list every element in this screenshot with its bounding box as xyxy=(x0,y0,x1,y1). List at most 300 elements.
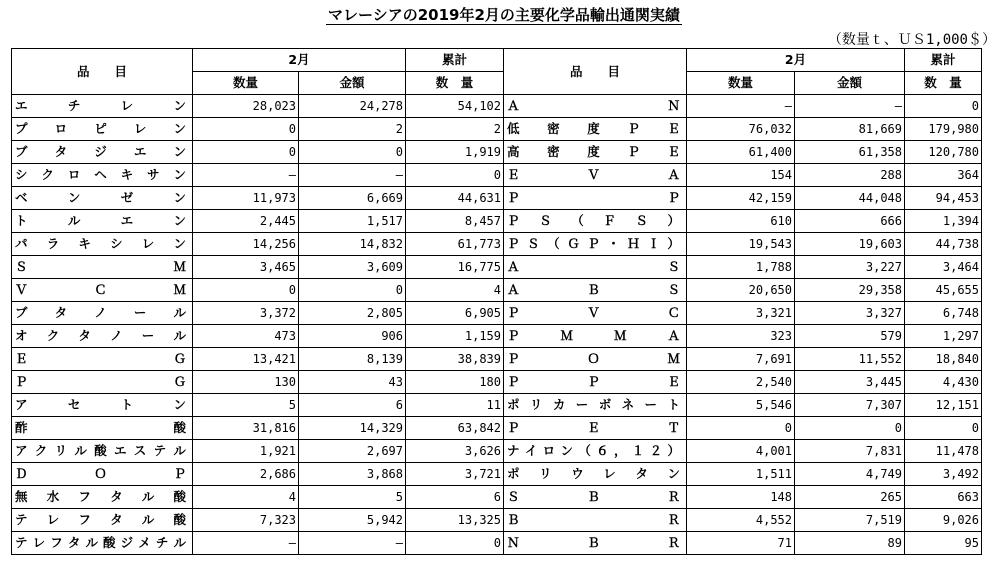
item-char: ン xyxy=(173,190,186,205)
item-char: Ｅ xyxy=(587,420,600,435)
item-char: Ａ xyxy=(507,98,520,113)
item-char: チ xyxy=(67,98,81,113)
amount-right: 7,307 xyxy=(795,394,905,417)
qty-right: 5,546 xyxy=(687,394,795,417)
item-name-left-text xyxy=(15,141,186,163)
item-char: 酸 xyxy=(173,489,186,504)
item-char: ト xyxy=(120,397,134,412)
item-name-right-text xyxy=(507,532,680,554)
item-name-left xyxy=(12,463,193,486)
item-name-left-text xyxy=(15,532,186,554)
qty-right: 4,001 xyxy=(687,440,795,463)
item-name-right xyxy=(504,302,687,325)
item-char: Ｅ xyxy=(15,351,28,366)
item-char: 酢 xyxy=(15,420,28,435)
item-char: Ｐ xyxy=(667,190,680,205)
amount-right: 579 xyxy=(795,325,905,348)
item-char: ジ xyxy=(94,144,107,159)
item-char: Ｓ xyxy=(527,236,540,251)
table-row xyxy=(12,279,982,302)
item-char: Ｐ xyxy=(507,351,520,366)
item-char: Ｏ xyxy=(587,351,600,366)
item-char: ロ xyxy=(67,167,81,182)
amount-left: 2 xyxy=(299,118,406,141)
item-name-right-text xyxy=(507,325,680,347)
item-char: ル xyxy=(173,535,186,550)
amount-right: 81,669 xyxy=(795,118,905,141)
item-char: Ａ xyxy=(507,282,520,297)
amount-right: 89 xyxy=(795,532,905,555)
header-cum-qty-right: 数 量 xyxy=(905,72,982,95)
item-name-right xyxy=(504,325,687,348)
item-name-right-text xyxy=(507,417,680,439)
item-char: ゼ xyxy=(120,190,134,205)
amount-left: — xyxy=(299,164,406,187)
item-char: レ xyxy=(141,236,155,251)
item-char: ン xyxy=(173,167,186,182)
item-name-right-text xyxy=(507,463,680,485)
item-name-left-text xyxy=(15,486,186,508)
amount-left: 6,669 xyxy=(299,187,406,210)
item-char: キ xyxy=(78,236,91,251)
cum-left: 1,159 xyxy=(406,325,504,348)
item-char: Ｐ xyxy=(587,236,600,251)
qty-left: 4 xyxy=(193,486,299,509)
item-name-right-text xyxy=(507,210,680,232)
cum-right: 44,738 xyxy=(905,233,982,256)
export-table xyxy=(11,48,982,555)
item-char: Ｂ xyxy=(587,282,600,297)
item-char: Ａ xyxy=(507,259,520,274)
amount-right: 19,603 xyxy=(795,233,905,256)
item-name-right-text xyxy=(507,187,680,209)
amount-right: 29,358 xyxy=(795,279,905,302)
item-name-left xyxy=(12,302,193,325)
cum-right: 3,492 xyxy=(905,463,982,486)
cum-left: 63,842 xyxy=(406,417,504,440)
qty-right: — xyxy=(687,95,795,118)
item-name-left-text xyxy=(15,463,186,485)
item-name-right-text xyxy=(507,279,680,301)
item-name-right-text xyxy=(507,371,680,393)
qty-left: 5 xyxy=(193,394,299,417)
qty-right: 2,540 xyxy=(687,371,795,394)
qty-right: 1,511 xyxy=(687,463,795,486)
item-name-left xyxy=(12,348,193,371)
item-name-right-text xyxy=(507,509,680,531)
item-char: ６ xyxy=(596,443,609,458)
page-title: マレーシアの2019年2月の主要化学品輸出通関実績 xyxy=(328,6,680,24)
item-name-left-text xyxy=(15,95,186,117)
header-cum-qty-left: 数 量 xyxy=(406,72,504,95)
table-row xyxy=(12,463,982,486)
item-name-left-text xyxy=(15,371,186,393)
item-char: 酸 xyxy=(94,443,107,458)
qty-left: 2,686 xyxy=(193,463,299,486)
cum-left: 38,839 xyxy=(406,348,504,371)
amount-left: 5,942 xyxy=(299,509,406,532)
qty-right: 76,032 xyxy=(687,118,795,141)
item-name-right xyxy=(504,463,687,486)
item-char: エ xyxy=(113,443,127,458)
amount-right: 666 xyxy=(795,210,905,233)
item-char: 高 xyxy=(507,144,520,159)
header-month-right: 2月 xyxy=(687,49,905,72)
cum-left: 6,905 xyxy=(406,302,504,325)
item-name-left xyxy=(12,233,193,256)
cum-right: 6,748 xyxy=(905,302,982,325)
item-char: エ xyxy=(120,213,134,228)
amount-left: 14,329 xyxy=(299,417,406,440)
item-name-left xyxy=(12,187,193,210)
item-char: Ｖ xyxy=(15,282,28,297)
item-char: レ xyxy=(603,466,616,481)
table-row xyxy=(12,187,982,210)
item-char: Ｐ xyxy=(627,121,640,136)
item-char: 密 xyxy=(547,144,560,159)
item-char: Ｄ xyxy=(15,466,28,481)
item-char: ） xyxy=(667,443,680,458)
item-char: Ｅ xyxy=(667,374,680,389)
header-cumulative-right: 累計 xyxy=(905,49,982,72)
table-row xyxy=(12,210,982,233)
cum-right: 95 xyxy=(905,532,982,555)
item-char: フ xyxy=(50,535,63,550)
item-name-right xyxy=(504,348,687,371)
item-name-left xyxy=(12,118,193,141)
cum-right: 3,464 xyxy=(905,256,982,279)
qty-right: 42,159 xyxy=(687,187,795,210)
table-row xyxy=(12,371,982,394)
item-name-right xyxy=(504,210,687,233)
item-char: プ xyxy=(15,121,28,136)
item-char: ロ xyxy=(542,443,556,458)
item-char: 低 xyxy=(507,121,520,136)
item-char: 水 xyxy=(46,489,60,504)
item-name-left xyxy=(12,532,193,555)
item-name-left-text xyxy=(15,210,186,232)
item-name-right-text xyxy=(507,256,680,278)
item-char: 度 xyxy=(587,121,600,136)
item-char: Ｇ xyxy=(173,374,186,389)
item-char: ル xyxy=(173,328,186,343)
cum-left: 4 xyxy=(406,279,504,302)
item-name-left xyxy=(12,95,193,118)
header-amount-right: 金額 xyxy=(795,72,905,95)
item-char: イ xyxy=(524,443,538,458)
item-char: Ｓ xyxy=(635,213,648,228)
item-char: ブ xyxy=(15,305,28,320)
qty-left: 28,023 xyxy=(193,95,299,118)
item-char: フ xyxy=(78,489,91,504)
item-char: Ｓ xyxy=(507,489,520,504)
item-char: ー xyxy=(141,328,155,343)
qty-left: — xyxy=(193,164,299,187)
amount-right: 11,552 xyxy=(795,348,905,371)
item-char: Ｖ xyxy=(587,305,600,320)
item-name-left xyxy=(12,417,193,440)
item-name-right xyxy=(504,279,687,302)
item-name-left xyxy=(12,164,193,187)
item-char: Ｐ xyxy=(507,420,520,435)
table-row xyxy=(12,233,982,256)
amount-left: 14,832 xyxy=(299,233,406,256)
item-name-right-text xyxy=(507,118,680,140)
item-char: ー xyxy=(133,305,147,320)
table-row xyxy=(12,348,982,371)
item-char: シ xyxy=(110,236,123,251)
cum-left: 54,102 xyxy=(406,95,504,118)
amount-left: 0 xyxy=(299,279,406,302)
amount-right: — xyxy=(795,95,905,118)
item-char: １ xyxy=(631,443,645,458)
item-name-left-text xyxy=(15,394,186,416)
item-char: ン xyxy=(173,236,186,251)
item-name-left xyxy=(12,371,193,394)
cum-right: 1,394 xyxy=(905,210,982,233)
header-qty-right: 数量 xyxy=(687,72,795,95)
cum-left: 16,775 xyxy=(406,256,504,279)
qty-left: 31,816 xyxy=(193,417,299,440)
item-char: ラ xyxy=(46,236,60,251)
item-name-left-text xyxy=(15,417,186,439)
item-char: ク xyxy=(34,443,48,458)
cum-left: 8,457 xyxy=(406,210,504,233)
item-char: Ｂ xyxy=(587,489,600,504)
item-name-left-text xyxy=(15,509,186,531)
qty-left: 473 xyxy=(193,325,299,348)
item-name-right xyxy=(504,118,687,141)
item-char: Ａ xyxy=(667,167,680,182)
item-char: Ｂ xyxy=(587,535,600,550)
item-name-left-text xyxy=(15,233,186,255)
item-name-left-text xyxy=(15,164,186,186)
item-char: ク xyxy=(41,167,54,182)
item-char: パ xyxy=(15,236,28,251)
item-name-left xyxy=(12,256,193,279)
cum-left: 13,325 xyxy=(406,509,504,532)
item-char: Ｓ xyxy=(667,282,680,297)
item-char: エ xyxy=(133,144,147,159)
qty-right: 610 xyxy=(687,210,795,233)
item-char: Ｏ xyxy=(94,466,107,481)
item-char: メ xyxy=(138,535,151,550)
item-char: ル xyxy=(173,305,186,320)
item-char: 酸 xyxy=(103,535,116,550)
item-char: ン xyxy=(173,213,186,228)
amount-left: 6 xyxy=(299,394,406,417)
item-char: タ xyxy=(67,535,81,550)
item-char: Ｍ xyxy=(667,351,680,366)
item-char: リ xyxy=(539,466,552,481)
item-char: Ｒ xyxy=(667,535,680,550)
table-row xyxy=(12,417,982,440)
item-char: Ｖ xyxy=(587,167,600,182)
amount-left: 43 xyxy=(299,371,406,394)
item-char: ， xyxy=(613,443,627,458)
item-name-right xyxy=(504,509,687,532)
item-char: Ｔ xyxy=(667,420,680,435)
cum-left: 3,721 xyxy=(406,463,504,486)
item-char: Ｒ xyxy=(667,512,680,527)
qty-right: 3,321 xyxy=(687,302,795,325)
item-char: Ｒ xyxy=(667,489,680,504)
item-char: ナ xyxy=(507,443,520,458)
header-amount-left: 金額 xyxy=(299,72,406,95)
item-char: ー xyxy=(575,397,589,412)
amount-right: 4,749 xyxy=(795,463,905,486)
qty-left: 14,256 xyxy=(193,233,299,256)
item-char: ） xyxy=(667,236,680,251)
cum-left: 0 xyxy=(406,532,504,555)
item-name-left-text xyxy=(15,440,186,462)
table-row xyxy=(12,532,982,555)
item-name-left-text xyxy=(15,256,186,278)
item-name-right-text xyxy=(507,486,680,508)
amount-left: 8,139 xyxy=(299,348,406,371)
qty-left: 0 xyxy=(193,118,299,141)
item-name-left-text xyxy=(15,348,186,370)
qty-right: 19,543 xyxy=(687,233,795,256)
amount-right: 265 xyxy=(795,486,905,509)
item-char: Ｅ xyxy=(507,167,520,182)
cum-left: 44,631 xyxy=(406,187,504,210)
amount-right: 7,519 xyxy=(795,509,905,532)
item-name-right-text xyxy=(507,95,680,117)
item-char: フ xyxy=(78,512,91,527)
item-char: Ｍ xyxy=(560,328,573,343)
item-char: Ｓ xyxy=(667,259,680,274)
item-char: リ xyxy=(529,397,543,412)
cum-right: 12,151 xyxy=(905,394,982,417)
item-name-right-text xyxy=(507,233,680,255)
item-char: Ｐ xyxy=(507,305,520,320)
item-char: Ｐ xyxy=(507,190,520,205)
item-char: ル xyxy=(85,535,98,550)
amount-right: 44,048 xyxy=(795,187,905,210)
item-char: レ xyxy=(46,512,60,527)
qty-left: 3,372 xyxy=(193,302,299,325)
amount-left: 0 xyxy=(299,141,406,164)
item-name-left-text xyxy=(15,325,186,347)
item-char: ル xyxy=(173,443,186,458)
cum-left: 61,773 xyxy=(406,233,504,256)
item-char: ノ xyxy=(110,328,123,343)
amount-right: 288 xyxy=(795,164,905,187)
item-char: ベ xyxy=(15,190,28,205)
item-char: Ｐ xyxy=(15,374,28,389)
cum-right: 364 xyxy=(905,164,982,187)
item-char: タ xyxy=(110,512,123,527)
item-char: Ｅ xyxy=(667,121,680,136)
qty-left: 0 xyxy=(193,141,299,164)
cum-right: 0 xyxy=(905,417,982,440)
header-row-1 xyxy=(12,49,982,72)
table-row xyxy=(12,141,982,164)
item-char: ノ xyxy=(94,305,107,320)
table-row xyxy=(12,118,982,141)
qty-right: 148 xyxy=(687,486,795,509)
item-char: テ xyxy=(15,535,28,550)
item-char: セ xyxy=(67,397,81,412)
item-char: Ｂ xyxy=(507,512,520,527)
header-cumulative-left: 累計 xyxy=(406,49,504,72)
item-char: ル xyxy=(67,213,81,228)
item-char: ル xyxy=(141,489,155,504)
item-char: レ xyxy=(120,98,134,113)
item-char: （ xyxy=(547,236,560,251)
item-char: Ｐ xyxy=(507,213,520,228)
item-char: ） xyxy=(667,213,680,228)
cum-right: 179,980 xyxy=(905,118,982,141)
amount-right: 3,445 xyxy=(795,371,905,394)
item-name-left xyxy=(12,141,193,164)
item-char: 酸 xyxy=(173,512,186,527)
qty-right: 61,400 xyxy=(687,141,795,164)
qty-right: 323 xyxy=(687,325,795,348)
item-char: カ xyxy=(552,397,566,412)
item-name-right xyxy=(504,95,687,118)
item-name-left xyxy=(12,210,193,233)
item-char: ヘ xyxy=(94,167,107,182)
item-char: テ xyxy=(153,443,167,458)
item-char: キ xyxy=(120,167,134,182)
item-name-left-text xyxy=(15,187,186,209)
item-name-right-text xyxy=(507,141,680,163)
item-char: Ｆ xyxy=(603,213,616,228)
item-char: ン xyxy=(173,144,186,159)
qty-right: 7,691 xyxy=(687,348,795,371)
item-char: Ｎ xyxy=(667,98,680,113)
amount-left: 5 xyxy=(299,486,406,509)
cum-left: 180 xyxy=(406,371,504,394)
table-row xyxy=(12,325,982,348)
amount-left: 1,517 xyxy=(299,210,406,233)
item-char: Ｓ xyxy=(539,213,552,228)
item-char: ン xyxy=(173,121,186,136)
item-char: リ xyxy=(54,443,68,458)
qty-left: 130 xyxy=(193,371,299,394)
item-char: レ xyxy=(32,535,46,550)
item-char: Ｃ xyxy=(94,282,107,297)
unit-note: （数量ｔ、ＵＳ1,000＄） xyxy=(827,32,996,48)
item-char: ・ xyxy=(607,236,620,251)
item-char: ン xyxy=(667,466,680,481)
item-char: Ｍ xyxy=(173,282,186,297)
item-char: ア xyxy=(15,397,28,412)
qty-left: 7,323 xyxy=(193,509,299,532)
qty-right: 20,650 xyxy=(687,279,795,302)
item-char: Ｐ xyxy=(587,374,600,389)
amount-right: 3,327 xyxy=(795,302,905,325)
item-name-left-text xyxy=(15,279,186,301)
item-char: タ xyxy=(54,144,68,159)
item-name-right xyxy=(504,371,687,394)
item-name-left xyxy=(12,486,193,509)
cum-left: 3,626 xyxy=(406,440,504,463)
item-char: Ｉ xyxy=(647,236,660,251)
item-char: Ｐ xyxy=(507,328,520,343)
amount-left: 24,278 xyxy=(299,95,406,118)
amount-right: 61,358 xyxy=(795,141,905,164)
item-char: ア xyxy=(15,443,28,458)
item-char: Ｓ xyxy=(15,259,28,274)
item-name-right xyxy=(504,164,687,187)
amount-left: 2,697 xyxy=(299,440,406,463)
cum-right: 1,297 xyxy=(905,325,982,348)
item-char: タ xyxy=(635,466,648,481)
item-char: 酸 xyxy=(173,420,186,435)
